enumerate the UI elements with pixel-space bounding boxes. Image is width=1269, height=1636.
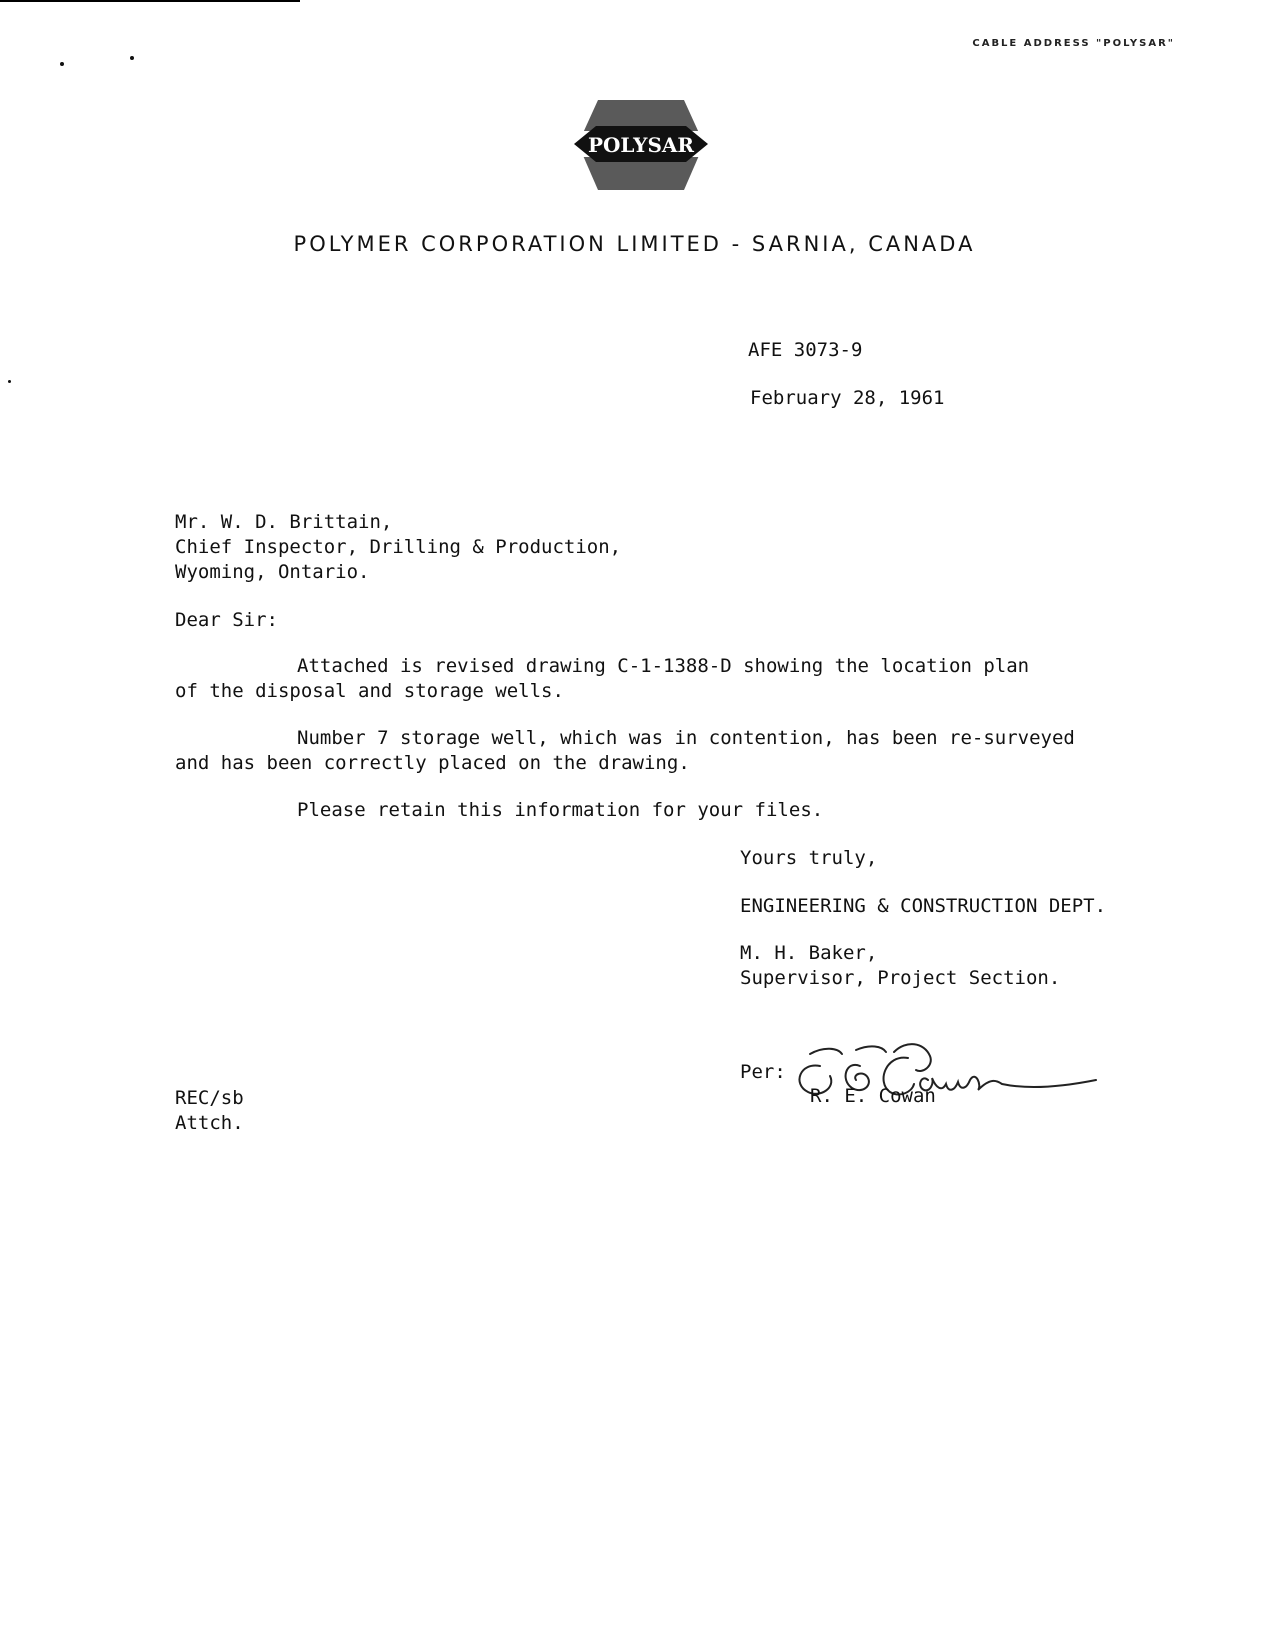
scan-speck (8, 380, 11, 383)
body-paragraph-3: Please retain this information for your files. (297, 799, 824, 821)
signer-name: M. H. Baker, (740, 942, 878, 964)
recipient-name: Mr. W. D. Brittain, (175, 511, 393, 533)
scan-speck (60, 62, 64, 66)
recipient-title: Chief Inspector, Drilling & Production, (175, 536, 622, 558)
department-name: ENGINEERING & CONSTRUCTION DEPT. (740, 895, 1107, 917)
afe-number: AFE 3073-9 (748, 339, 863, 361)
signature-stroke (920, 1077, 1096, 1091)
recipient-location: Wyoming, Ontario. (175, 561, 370, 583)
enclosure-note: Attch. (175, 1112, 244, 1134)
signer-title: Supervisor, Project Section. (740, 967, 1061, 989)
cable-address: CABLE ADDRESS "POLYSAR" (972, 38, 1175, 49)
scan-speck (130, 56, 134, 60)
company-name: POLYMER CORPORATION LIMITED - SARNIA, CANADA (293, 232, 976, 256)
per-name: R. E. Cowan (810, 1085, 936, 1107)
complimentary-close: Yours truly, (740, 847, 878, 869)
polysar-logo (556, 96, 726, 196)
scan-edge-line (0, 0, 300, 2)
signature-stroke (856, 1046, 886, 1052)
body-paragraph-1-line-1: Attached is revised drawing C-1-1388-D showing the location plan (297, 655, 1030, 677)
body-paragraph-2-line-1: Number 7 storage well, which was in contention, has been re-surveyed (297, 727, 1075, 749)
letter-date: February 28, 1961 (750, 387, 945, 409)
logo-text: POLYSAR (587, 133, 695, 157)
body-paragraph-1-line-2: of the disposal and storage wells. (175, 680, 564, 702)
per-label: Per: (740, 1061, 786, 1083)
salutation: Dear Sir: (175, 609, 278, 631)
reference-initials: REC/sb (175, 1087, 244, 1109)
body-paragraph-2-line-2: and has been correctly placed on the drawing. (175, 752, 690, 774)
signature-stroke (810, 1049, 842, 1054)
